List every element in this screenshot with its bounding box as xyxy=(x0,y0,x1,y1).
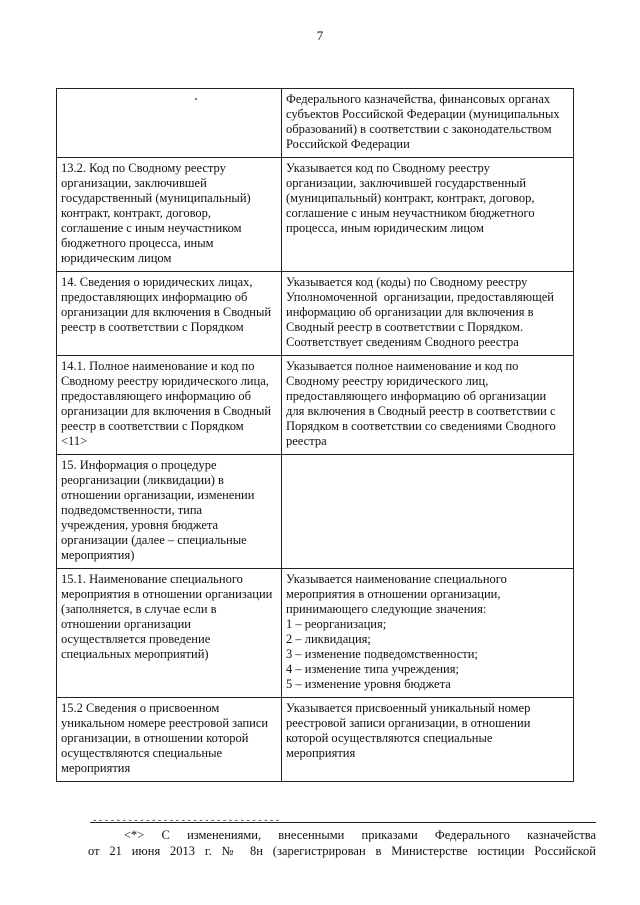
cell-text-line: реестр в соответствии с Порядком xyxy=(61,320,244,334)
cell-text-line: 15. Информация о процедуре xyxy=(61,458,217,472)
cell-text-line: отношении организации, изменении xyxy=(61,488,255,502)
cell-text-line: Уполномоченной организации, предоставляющей xyxy=(286,290,554,304)
cell-text-line: которой осуществляются специальные xyxy=(286,731,493,745)
table-row-14-1 xyxy=(57,356,574,455)
cell-text-line: реорганизации (ликвидации) в xyxy=(61,473,224,487)
cell-text-line: мероприятия) xyxy=(61,548,135,562)
cell-text-line: мероприятия xyxy=(286,746,356,760)
cell-text-line: 2 – ликвидация; xyxy=(286,632,371,646)
cell-text-line: образований) в соответствии с законодательством xyxy=(286,122,552,136)
cell-text-line: мероприятия в отношении организации, xyxy=(286,587,501,601)
cell-text-line: отношении организации xyxy=(61,617,191,631)
cell-text-line: мероприятия в отношении организации xyxy=(61,587,273,601)
cell-text-line: осуществляется проведение xyxy=(61,632,211,646)
cell-text-line: соглашение с иным неучастником xyxy=(61,221,242,235)
cell-text-line: субъектов Российской Федерации (муниципальных xyxy=(286,107,560,121)
table-row-14 xyxy=(57,272,574,356)
cell-text-line: Соответствует сведениям Сводного реестра xyxy=(286,335,519,349)
page-number: 7 xyxy=(316,28,324,43)
cell-text-line: организации для включения в Сводный xyxy=(61,404,272,418)
cell-text-line: 15.2 Сведения о присвоенном xyxy=(61,701,220,715)
field-name-cell xyxy=(57,356,282,455)
footnote-separator: -------------------------------- xyxy=(92,816,281,826)
field-name-cell xyxy=(57,272,282,356)
field-description-cell xyxy=(282,356,574,455)
cell-text-line: уникальном номере реестровой записи xyxy=(61,716,269,730)
cell-text-line: организации (далее – специальные xyxy=(61,533,247,547)
cell-text-line: организации для включения в Сводный xyxy=(61,305,272,319)
field-description-cell xyxy=(282,698,574,782)
footnote xyxy=(88,827,596,859)
cell-text-line: Сводному реестру юридического лица, xyxy=(61,374,269,388)
cell-text-line: принимающего следующие значения: xyxy=(286,602,487,616)
field-name-cell xyxy=(57,455,282,569)
cell-text-line: Порядком в соответствии со сведениями Сводного xyxy=(286,419,556,433)
cell-text-line: 14.1. Полное наименование и код по xyxy=(61,359,255,373)
cell-text-line: предоставляющих информацию об xyxy=(61,290,248,304)
field-description-cell xyxy=(282,455,574,569)
cell-text-line: Указывается присвоенный уникальный номер xyxy=(286,701,531,715)
cell-text-line: информацию об организации для включения в xyxy=(286,305,534,319)
field-description-cell xyxy=(282,89,574,158)
cell-text-line: осуществляются специальные xyxy=(61,746,223,760)
table-row-15-2 xyxy=(57,698,574,782)
cell-text-line: юридическим лицом xyxy=(61,251,172,265)
cell-text-line: реестр в соответствии с Порядком xyxy=(61,419,244,433)
cell-text-line: специальных мероприятий) xyxy=(61,647,209,661)
cell-text-line: (муниципальный) контракт, контракт, договор, xyxy=(286,191,535,205)
scan-dot xyxy=(195,98,197,100)
field-name-cell xyxy=(57,698,282,782)
cell-text-line: Указывается код (коды) по Сводному реестру xyxy=(286,275,528,289)
cell-text-line: учреждения, уровня бюджета xyxy=(61,518,219,532)
cell-text-line: 13.2. Код по Сводному реестру xyxy=(61,161,226,175)
requirements-table xyxy=(56,88,574,782)
cell-text-line: организации, заключившей государственный xyxy=(286,176,527,190)
cell-text-line: Сводный реестр в соответствии с Порядком. xyxy=(286,320,524,334)
cell-text-line: 3 – изменение подведомственности; xyxy=(286,647,478,661)
field-name-cell xyxy=(57,89,282,158)
table-row-continued xyxy=(57,89,574,158)
cell-text-line: организации, в отношении которой xyxy=(61,731,249,745)
cell-text-line: Федерального казначейства, финансовых органах xyxy=(286,92,551,106)
cell-text-line: мероприятия xyxy=(61,761,131,775)
table-row-15-1 xyxy=(57,569,574,698)
field-name-cell xyxy=(57,569,282,698)
cell-text-line: организации, заключившей xyxy=(61,176,207,190)
table-row-15 xyxy=(57,455,574,569)
cell-text-line: Российской Федерации xyxy=(286,137,410,151)
footnote-line: <*> С изменениями, внесенными приказами Федерального казначейства xyxy=(124,828,596,842)
cell-text-line: государственный (муниципальный) xyxy=(61,191,251,205)
cell-text-line: подведомственности, типа xyxy=(61,503,203,517)
cell-text-line: Указывается полное наименование и код по xyxy=(286,359,519,373)
cell-text-line: 15.1. Наименование специального xyxy=(61,572,243,586)
cell-text-line: соглашение с иным неучастником бюджетного xyxy=(286,206,535,220)
cell-text-line: Указывается наименование специального xyxy=(286,572,507,586)
cell-text-line: контракт, контракт, договор, xyxy=(61,206,212,220)
field-description-cell xyxy=(282,569,574,698)
cell-text-line: 1 – реорганизация; xyxy=(286,617,387,631)
cell-text-line: 4 – изменение типа учреждения; xyxy=(286,662,459,676)
cell-text-line: 14. Сведения о юридических лицах, xyxy=(61,275,253,289)
cell-text-line: предоставляющего информацию об xyxy=(61,389,251,403)
cell-text-line: Сводному реестру юридического лиц, xyxy=(286,374,489,388)
cell-text-line: (заполняется, в случае если в xyxy=(61,602,217,616)
cell-text-line: для включения в Сводный реестр в соответствии с xyxy=(286,404,556,418)
footnote-rule xyxy=(90,822,596,823)
cell-text-line: 5 – изменение уровня бюджета xyxy=(286,677,451,691)
table-body xyxy=(57,89,574,782)
cell-text-line: <11> xyxy=(61,434,88,448)
cell-text-line: реестровой записи организации, в отношении xyxy=(286,716,531,730)
field-name-cell xyxy=(57,158,282,272)
cell-text-line: бюджетного процесса, иным xyxy=(61,236,214,250)
field-description-cell xyxy=(282,272,574,356)
footnote-line: от 21 июня 2013 г. № 8н (зарегистрирован в Министерстве юстиции Российской xyxy=(88,844,596,858)
cell-text-line: реестра xyxy=(286,434,327,448)
cell-text-line: Указывается код по Сводному реестру xyxy=(286,161,490,175)
field-description-cell xyxy=(282,158,574,272)
cell-text-line: предоставляющего информацию об организации xyxy=(286,389,547,403)
table-row-13-2 xyxy=(57,158,574,272)
cell-text-line: процесса, иным юридическим лицом xyxy=(286,221,484,235)
